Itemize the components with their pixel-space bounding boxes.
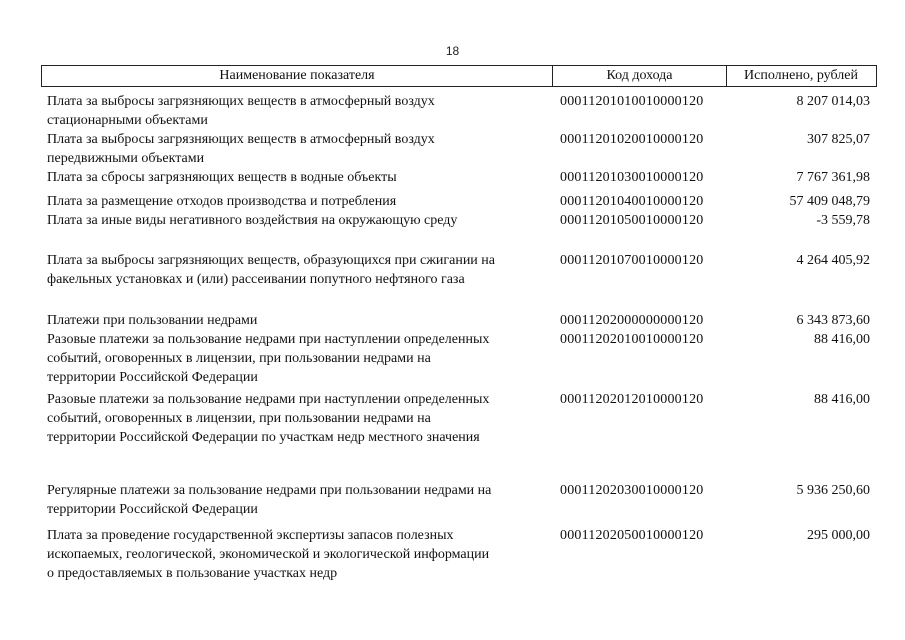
row-name: Разовые платежи за пользование недрами при наступлении определенных событий, оговоренных в лицензии, при пользовании недрами на территории Российской Федерации: [47, 332, 490, 385]
row-amount: 307 825,07: [807, 132, 870, 147]
row-code: 00011201050010000120: [560, 213, 704, 228]
column-header-code: Код дохода: [553, 66, 727, 86]
row-amount: 4 264 405,92: [796, 253, 870, 268]
row-code: 00011201010010000120: [560, 94, 704, 109]
row-name: Плата за выбросы загрязняющих веществ, образующихся при сжигании на факельных установках и (или) рассеивании попутного нефтяного газа: [47, 253, 496, 287]
row-code: 00011201020010000120: [560, 132, 704, 147]
row-amount: 88 416,00: [814, 392, 870, 407]
row-name: Плата за размещение отходов производства и потребления: [47, 194, 397, 209]
row-code: 00011202050010000120: [560, 528, 704, 543]
row-code: 00011202000000000120: [560, 313, 704, 328]
row-amount: 6 343 873,60: [796, 313, 870, 328]
row-name: Регулярные платежи за пользование недрами при пользовании недрами на территории Российской Федерации: [47, 483, 492, 517]
column-header-name: Наименование показателя: [42, 66, 553, 86]
row-name: Разовые платежи за пользование недрами при наступлении определенных событий, оговоренных в лицензии, при пользовании недрами на территории Российской Федерации по участкам недр местного значения: [47, 392, 490, 445]
row-amount: 57 409 048,79: [789, 194, 870, 209]
row-amount: -3 559,78: [816, 213, 870, 228]
row-code: 00011202012010000120: [560, 392, 704, 407]
row-code: 00011201070010000120: [560, 253, 704, 268]
row-amount: 7 767 361,98: [796, 170, 870, 185]
row-name: Плата за выбросы загрязняющих веществ в атмосферный воздух стационарными объектами: [47, 94, 435, 128]
row-code: 00011201030010000120: [560, 170, 704, 185]
table-header: [41, 65, 877, 87]
row-amount: 88 416,00: [814, 332, 870, 347]
row-amount: 5 936 250,60: [796, 483, 870, 498]
page-number: 18: [445, 44, 460, 58]
row-name: Плата за выбросы загрязняющих веществ в атмосферный воздух передвижными объектами: [47, 132, 435, 166]
row-code: 00011202030010000120: [560, 483, 704, 498]
row-code: 00011201040010000120: [560, 194, 704, 209]
row-name: Плата за иные виды негативного воздействия на окружающую среду: [47, 213, 458, 228]
row-amount: 8 207 014,03: [796, 94, 870, 109]
row-name: Платежи при пользовании недрами: [47, 313, 258, 328]
column-header-amount: Исполнено, рублей: [744, 68, 858, 83]
row-amount: 295 000,00: [807, 528, 870, 543]
row-name: Плата за сбросы загрязняющих веществ в водные объекты: [47, 170, 397, 185]
row-code: 00011202010010000120: [560, 332, 704, 347]
row-name: Плата за проведение государственной экспертизы запасов полезных ископаемых, геологической, экономической и экологической информации о предоставляемых в пользование участках недр: [47, 528, 490, 581]
